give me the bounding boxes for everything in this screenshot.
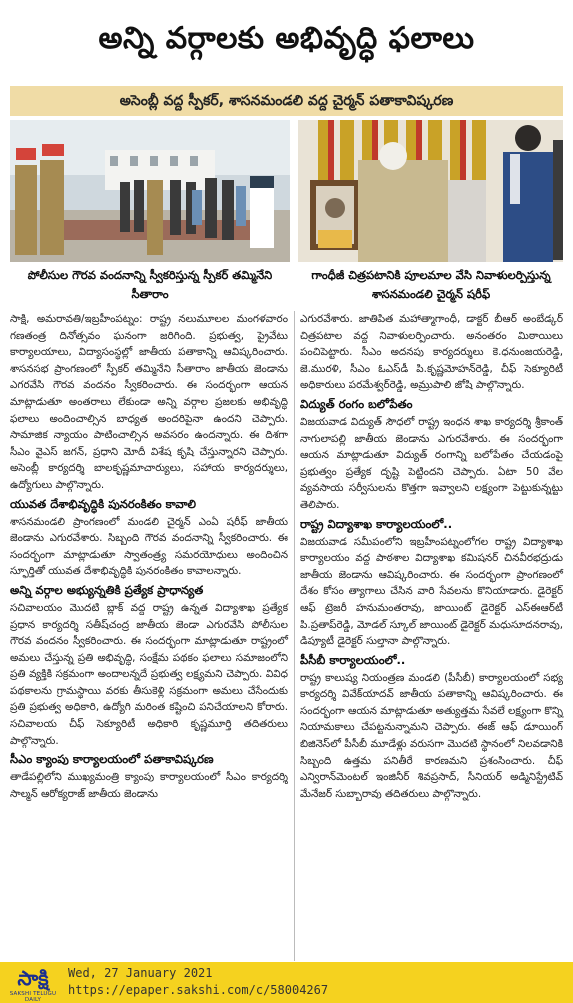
article-paragraph: విజయవాడ సమీపంలోని ఇబ్రహీంపట్నంలోగల రాష్ట్ర విద్యాశాఖ కార్యాలయం వద్ద పాఠశాల విద్యాశాఖ కమిషనర్ చినవీరభద్రుడు జాతీయ జెండాను ఆవిష్కరించారు. ఈ సందర్భంగా ప్రాంగణంలో దేశం కోసం త్యాగాలు చేసిన వారి సేవలను కొనియాడారు. డైరెక్టర్ ఆఫ్ ట్రెజరీ హనుమంతరావు, జాయింట్ డైరెక్టర్ ఎస్‌ఈఆర్‌టీ పి.ప్రతాప్‌రెడ్డి, మోడల్ స్కూల్ జాయింట్ డైరెక్టర్ మధుసూదనరావు, డిప్యూటీ డైరెక్టర్ సుల్తానా పాల్గొన్నారు. xyxy=(300,535,563,648)
photo-guard-of-honour xyxy=(10,120,290,262)
footer-bar xyxy=(0,962,573,1003)
epaper-link[interactable]: https://epaper.sakshi.com/c/58004267 xyxy=(68,983,329,997)
article-column-left xyxy=(10,311,288,802)
article-subheading: సీఎం క్యాంపు కార్యాలయంలో పతాకావిష్కరణ xyxy=(10,752,214,767)
article-paragraph: రాష్ట్ర కాలుష్య నియంత్రణ మండలి (పీసీబీ) కార్యాలయంలో సభ్య కార్యదర్శి వివేక్‌యాదవ్ జాతీయ పతాకాన్ని ఆవిష్కరించారు. ఈ సందర్భంగా ఆయన మాట్లాడుతూ అత్యుత్తమ సేవలే లక్ష్యంగా కొన్ని నియామకాలు చేపట్టనున్నామని చెప్పారు. ఈజ్ ఆఫ్ డూయింగ్ బిజినెస్‌లో పీసీబీ మూడేళ్లు వరుసగా మొదటి స్థానంలో నిలవడానికి సిబ్బంది ఉత్తమ పనితీరే కారణమని ప్రశంసించారు. చీఫ్ ఎన్విరాన్‌మెంటల్ ఇంజినీర్ శివప్రసాద్, సీనియర్ అడ్మినిస్ట్రేటివ్ మేనేజర్ సుబ్బారావు తదితరులు పాల్గొన్నారు. xyxy=(300,671,563,800)
subheadline: అసెంబ్లీ వద్ద స్పీకర్, శాసనమండలి వద్ద చైర్మన్ పతాకావిష్కరణ xyxy=(10,86,563,116)
article-paragraph: విజయవాడ విద్యుత్ సౌధలో రాష్ట్ర ఇంధన శాఖ కార్యదర్శి శ్రీకాంత్ నాగులాపల్లి జాతీయ జెండాను ఎగురవేశారు. ఈ సందర్భంగా ఆయన మాట్లాడుతూ విద్యుత్ రంగాన్ని బలోపేతం చేయడంపై ప్రభుత్వం ప్రత్యేక దృష్టి పెట్టిందని చెప్పారు. ఏటా 50 వేల వ్యవసాయ సర్వీసులను కొత్తగా ఇవ్వాలని లక్ష్యంగా పెట్టుకున్నట్టు తెలిపారు. xyxy=(300,415,563,511)
article-subheading: రాష్ట్ర విద్యాశాఖ కార్యాలయంలో.. xyxy=(300,516,453,531)
article-subheading: విద్యుత్ రంగం బలోపేతం xyxy=(300,396,413,411)
article-paragraph: సాక్షి, అమరావతి/ఇబ్రహీంపట్నం: రాష్ట్ర నలుమూలల మంగళవారం గణతంత్ర దినోత్సవం ఘనంగా జరిగింది. ప్రభుత్వ, ప్రైవేటు కార్యాలయాలు, విద్యాసంస్థల్లో జాతీయ పతాకాన్ని ఆవిష్కరించారు. శాసనసభ ప్రాంగణంలో స్పీకర్ తమ్మినేని సీతారాం జాతీయ జెండాను ఎగరవేసి గౌరవ వందనం స్వీకరించారు. ఈ సందర్భంగా ఆయన మాట్లాడుతూ అంతరాలు లేకుండా అన్ని వర్గాల ప్రజలకు అభివృద్ధి ఫలాలు అందించాల్సిన బాధ్యత అందరిపైనా ఉందని చెప్పారు. సామాజిక న్యాయం పాటించాల్సిన అవసరం ఉందన్నారు. ఈ దిశగా సీఎం వైఎస్ జగన్, ప్రధాని మోదీ విశేష కృషి చేస్తున్నారని చెప్పారు. అసెంబ్లీ కార్యదర్శి బాలకృష్ణమాచార్యులు, సహాయ కార్యదర్శులు, ఉద్యోగులు పాల్గొన్నారు. xyxy=(10,313,288,491)
article-paragraph: శాసనమండలి ప్రాంగణంలో మండలి చైర్మన్ ఎంఏ షరీఫ్ జాతీయ జెండాను ఎగురవేశారు. సిబ్బంది గౌరవ వందనాన్ని స్వీకరించారు. ఈ సందర్భంగా మాట్లాడుతూ స్వాతంత్ర్య సమరయోధులు అందించిన స్ఫూర్తితో యువత దేశాభివృద్ధికి పునరంకితం కావాలన్నారు. xyxy=(10,515,288,578)
article-subheading: యువత దేశాభివృద్ధికి పునరంకితం కావాలి xyxy=(10,496,196,511)
photo-caption-gandhi-tribute: గాంధీజీ చిత్రపటానికి పూలమాల వేసి నివాళులర్పిస్తున్న శాసనమండలి చైర్మన్ షరీఫ్ xyxy=(311,268,551,301)
headline: అన్ని వర్గాలకు అభివృద్ధి ఫలాలు xyxy=(98,21,475,56)
article-column-right xyxy=(300,311,563,802)
photo-caption-guard-of-honour: పోలీసుల గౌరవ వందనాన్ని స్వీకరిస్తున్న స్పీకర్ తమ్మినేని సీతారాం xyxy=(27,268,273,301)
photo-gandhi-tribute xyxy=(298,120,563,262)
article-paragraph: సచివాలయం మొదటి బ్లాక్ వద్ద రాష్ట్ర ఉన్నత విద్యాశాఖ ప్రత్యేక ప్రధాన కార్యదర్శి సతీష్‌చంద్ర జాతీయ జెండా ఎగురవేసి పోలీసుల గౌరవ వందనం స్వీకరించారు. ఈ సందర్భంగా మాట్లాడుతూ రాష్ట్రంలో అమలు చేస్తున్న ప్రతి అభివృద్ధి, సంక్షేమ పథకం ఫలాలు సమాజంలోని ప్రతి వ్యక్తికి సక్రమంగా అందాలన్నదే ప్రభుత్వ లక్ష్యమని చెప్పారు. వివిధ పథకాలను గ్రామస్థాయి వరకు తీసుకెళ్లి సక్రమంగా అమలు చేసేందుకు ప్రతి ప్రభుత్వ అధికారి, ఉద్యోగి మరింత కష్టించి పనిచేయాలని కోరారు. సచివాలయ చీఫ్ సెక్యూరిటీ అధికారి కృష్ణమూర్తి తదితరులు పాల్గొన్నారు. xyxy=(10,601,288,747)
article-paragraph: ఎగురవేశారు. జాతిపిత మహాత్మాగాంధీ, డాక్టర్ బీఆర్ అంబేడ్కర్ చిత్రపటాల వద్ద నివాళులర్పించారు. అనంతరం మిఠాయిలు పంచిపెట్టారు. సీఎం అదనపు కార్యదర్శులు కె.ధనుంజయరెడ్డి, జె.మురళి, సీఎం ఓఎస్‌డీ పి.కృష్ణమోహన్‌రెడ్డి, చీఫ్ సెక్యూరిటీ అధికారులు పరమేశ్వర్‌రెడ్డి, అమ్రుపాలి జోషి పాల్గొన్నారు. xyxy=(300,313,563,392)
sakshi-logo xyxy=(4,965,62,1003)
edition-date: Wed, 27 January 2021 xyxy=(68,966,213,980)
column-divider xyxy=(294,311,295,961)
article-subheading: పీసీబీ కార్యాలయంలో.. xyxy=(300,652,406,667)
article-paragraph: తాడేపల్లిలోని ముఖ్యమంత్రి క్యాంపు కార్యాలయంలో సీఎం కార్యదర్శి సాల్మన్ ఆరోక్యరాజ్ జాతీయ జెండాను xyxy=(10,771,288,800)
logo-subtitle: SAKSHI TELUGU DAILY xyxy=(9,991,57,1003)
article-subheading: అన్ని వర్గాల అభ్యున్నతికి ప్రత్యేక ప్రాధాన్యత xyxy=(10,582,204,597)
logo-text: సాక్షి xyxy=(17,966,49,990)
